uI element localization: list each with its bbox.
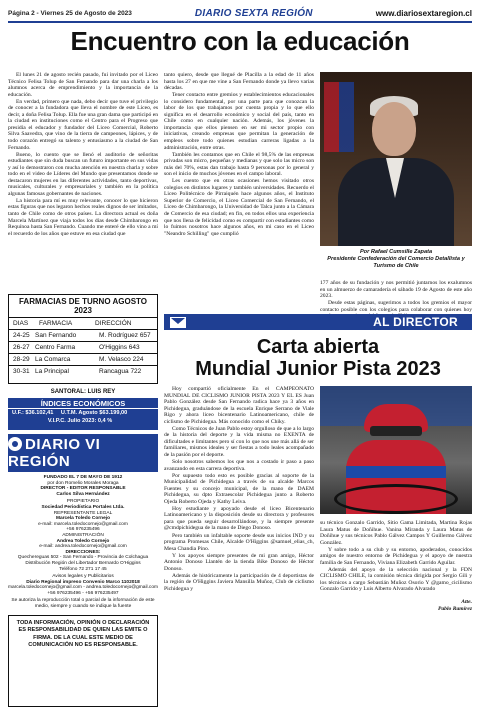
staff-line: +56 976235496 - +56 976235497 — [47, 590, 119, 596]
article1-col1 — [8, 72, 158, 238]
staff-line: PROPIETARIO — [66, 499, 100, 505]
paragraph: Solo nosotros sabemos los que nos a costado ir paso a paso avanzando en esta carrera deportiva. — [164, 459, 314, 472]
paragraph: Y sobre todo a su club y su entorno, apoderados, conocidos amigos de nuestro entorno de Pichidegua y el apoyo de nuestra familia de San Fernando, Viviana Elizabeth Garrido Aguilar. — [320, 546, 472, 566]
paragraph: Además del apoyo de la selección nacional y la FDN CICLISMO CHILE, la comisión técnica dirigida por Sergio Gili y los técnicos a cargo Sebastián Muñoz Osorio Y @gamo_cicilismo Gonzalo Garrido y Luis Alberto Alvarado Alvarado — [320, 566, 472, 593]
paragraph: El lunes 21 de agosto recién pasado, fui invitado por el Liceo Técnico Felisa Tolup de San Fernando para dar una charla a los alumnos acerca de emprendimiento y la importancia de la educación. — [8, 72, 158, 98]
indices-title: ÍNDICES ECONÓMICOS — [8, 398, 158, 409]
staff-line: Distribución Región del Libertador Bernardo O'Higgins — [25, 560, 141, 566]
paragraph: su técnico Gonzalo Garrido, Sitio Gama Limitada, Martina Rojas Laura Matus de Doñihue. Vanina Miranda y Laura Matus de Doñihue y sus técnicos Pablo Gálvez Campos Y Guillermo Gálvez González. — [320, 520, 472, 546]
paper-logo: DIARIO VI REGIÓN — [8, 434, 158, 472]
paragraph: La historia para mí es muy relevante, conocer lo que hicieron estas figuras que nos legaron hechos reales dignos de ser imitados, tanto de Chile como de otros países. La directora actual es doña Marcela Martínez que viaja todos los días desde Chimbarongo en Requínoa hasta San Fernando. Cuando me enteré de ello vino a mí el recuerdo de los años que estuve en esa ciudad que — [8, 197, 158, 237]
staff-line: Diario Regional impreso Convenio Marco 1102018 — [26, 579, 140, 585]
header-rule — [8, 21, 472, 23]
paper-name: DIARIO SEXTA REGIÓN — [194, 7, 313, 19]
staff-line: e-mail: andrea.toledocornejo@gmail.com — [39, 544, 127, 550]
ipc-value: V.I.P.C. Julio 2023: 0,4 % — [47, 418, 113, 424]
staff-line: REPRESENTANTE LEGAL — [53, 510, 113, 516]
paragraph: Como Técnicos de Juan Pablo estoy orgulloso de que a lo largo de la historia del deporte y la vida misma no EXENTA de dificultades e limitantes pero sí con lo que nos une más allá de ser familiares, mismos ideales y ser fiestas a todo leales acompañado de la pasión por el deporte. — [164, 425, 314, 458]
table-row: 24-25 San Fernando M. Rodríguez 657 — [9, 330, 157, 342]
paragraph: Y los apoyos siempre presentes de mi gran amigo, Héctor Antonio Donoso Llantén de la tienda Bike Donoso de Héctor Donoso. — [164, 552, 314, 572]
staff-line: por don Romelio Morales Moraga — [47, 480, 119, 486]
paragraph: También les contamos que en Chile el 98,5% de las empresas privadas son micro, pequeñas y medianas y que solo las micro son más del 70%, estas dan trabajo hasta 9 personas por lo general y son el inicio de muchos jóvenes en el campo laboral. — [164, 151, 314, 178]
paragraph: Les cuento que en otras ocasiones hemos visitado otros colegios en distintos lugares y también universidades. Recuerdo el Liceo Politécnico de Pirraiquén hace algunos años, el Instituto Superior de Comercio, el Liceo Comercial de San Fernando, el Liceo de Chimbarongo, la Universidad de Talca junto a la Cámara de Comercio de esa ciudad; en fin, en todos ellos una experiencia que nos llena de felicidad como es compartir con estudiantes como lo fuimos nosotros hace algunos años, en mi caso en el Liceo "Neandro Schilling" que cumplió — [164, 178, 314, 237]
santoral: SANTORAL: LUIS REY — [50, 389, 116, 395]
paragraph: 177 años de su fundación y nos permitió juntarnos los exalumnos en un almuerzo de camaradería el sábado 19 de Agosto de este año 2023. — [320, 280, 472, 300]
pharmacy-table-header: DIAS FARMACIA DIRECCIÓN — [9, 317, 157, 330]
staff-line: Carlos Silva Hernández — [56, 491, 110, 497]
staff-line: FUNDADO EL 7 DE MAYO DE 1912 — [43, 475, 123, 480]
flag-image — [324, 82, 354, 152]
utm-value: U.T.M. Agosto $63.199,00 — [60, 410, 128, 416]
article2-col1 — [164, 386, 314, 593]
article2-col2 — [320, 520, 472, 613]
section-title: AL DIRECTOR — [373, 315, 458, 329]
pharmacy-title: FARMACIAS DE TURNO AGOSTO 2023 — [18, 297, 147, 315]
staff-line: DIRECCIONES: — [65, 549, 101, 555]
logo-icon — [8, 437, 22, 451]
disclaimer-text: TODA INFORMACIÓN, OPINIÓN O DECLARACIÓN ES RESPONSABILIDAD DE QUIEN LAS EMITE O FIRMA. DE LA CUAL ESTE MEDIO DE COMUNICACIÓN NO ES RESPONSABLE. — [16, 620, 150, 648]
staff-line: marcela.toledocornejo@gmail.com - andrea.toledocornejo@gmail.com — [8, 585, 158, 591]
paragraph: Hoy estudiante y apoyado desde el liceo Bicentenario Latinoamericano y la disposición desde su directora y profesores para que pueda seguir desarrollándose, y la siempre presente @cmdpichidegua de la mano de Diego Donoso. — [164, 505, 314, 532]
paragraph: Además de históricamente la participación de 4 deportistas de la región de O'Higgins Javiera Mansilla Muñoz, Club de ciclismo Pichidegua y — [164, 572, 314, 592]
staff-line: e-mail: marcela.toledocornejo@gmail.com — [38, 521, 128, 527]
paragraph: Tener contacto entre gremios y establecimientos educacionales lo considero fundamental, por una parte para que conozcan la labor de los que trabajamos por cuenta propia y lo que ello significa en el desarrollo económico y social del país, tanto en Chile como en cualquier nación. Además, los jóvenes la importancia que ellos piensen en ser mi sector propio con iniciativas, creando empresas que permitan la generación de empleos sobre todo quienes estudian carreras ligadas a la administración, entre otras. — [164, 92, 314, 151]
staff-line: Avisos legales y Publicitarios — [52, 574, 114, 580]
table-row: 28-29 La Comarca M. Velasco 224 — [9, 354, 157, 366]
paragraph: tanto quiero, desde que llegué de Placilla a la edad de 11 años hasta los 27 en que me vine a San Fernando donde ya llevo varias décadas. — [164, 72, 314, 92]
paragraph: Por supuesto todo esto es posible gracias al soporte de la Municipalidad de Pichidegua a través de su alcalde Marcos Fuentes y su concejo municipal, de la mano de DAEM Pichidegua, su dpto Extraescolar Pichidegua junto a Roberto Ojeda Roberto Ojeda y Kathy Leiva. — [164, 472, 314, 505]
paragraph: Desde estas páginas, sugerimos a todos los gremios el mayor contacto posible con los colegios para colaborar con quienes hoy — [320, 300, 472, 313]
paragraph: Bueno, lo cuento que se llenó el auditorio de señoritas estudiantes que sin duda buscan un futuro importante en sus vidas y así lo demostraron con mucha atención en nuestra charla y sobre todo en el video de Líderes del Mundo que presentamos donde se destacaron mujeres en las diferentes actividades, tanto deportivas, musicales, culturales y empresariales y también en la política algunas famosas gobernantes de naciones. — [8, 151, 158, 197]
article1-headline: Encuentro con la educación — [70, 26, 410, 56]
staff-line: DIRECTOR - EDITOR RESPONSABLE — [40, 486, 126, 492]
staff-box — [8, 475, 158, 610]
table-row: 26-27 Centro Farma O'Higgins 643 — [9, 342, 157, 354]
article2-headline: Carta abierta Mundial Junior Pista 2023 — [195, 336, 441, 380]
staff-line: Sociedad Periodística Portales Ltda. — [41, 504, 125, 510]
staff-line: Teléfono 72 271 17 45 — [59, 566, 107, 572]
paragraph: En verdad, primero que nada, debo decir que tuve el privilegio de conocer a la fundadora que lleva el nombre de este Liceo, es decir, a doña Felisa Tolup. Ella fue una gran dama que participó en la ciudad en instituciones como el Centro para el Progreso que presidía el educador y fundador del Liceo Comercial, Roberto Silva Saavedra, que vino de la tierra de campeones, lápices, y de todo corazón entregó su talento y entusiasmo a la ciudad de San Fernando. — [8, 98, 158, 151]
disclaimer-box — [8, 615, 158, 707]
economic-indices — [8, 398, 158, 430]
author-caption — [320, 249, 472, 270]
page-date: Página 2 - Viernes 25 de Agosto de 2023 — [8, 9, 132, 17]
author-photo — [320, 72, 472, 246]
staff-line: Se autoriza la reproducción total o parcial de la información de este medio, siempre y cuando se indique la fuente — [11, 598, 155, 610]
pharmacy-table — [8, 294, 158, 384]
table-row: 30-31 La Principal Rancagua 722 — [13, 367, 142, 375]
uf-value: U.F.: $36.102,41 — [12, 410, 54, 416]
cyclist-photo — [320, 386, 472, 514]
envelope-icon — [170, 317, 186, 328]
paragraph: Hoy compartió oficialmente En el CAMPEONATO MUNDIAL DE CICLISMO JUNIOR PISTA 2023 Y EL ES Juan Pablo González desde San Fernando radica hace ya 3 años en Pichidegua, graduándose de la escuela Enrique Serrano de Viale Rigo y ahora liceo bicentenario Latinoamericano, chile de ciclismo de Pichidegua. Más conocido como el Chiky. — [164, 386, 314, 425]
website-link[interactable]: www.diariosextaregion.cl — [375, 8, 472, 18]
signature: Atte. Pablo Ramírez — [437, 599, 472, 613]
staff-line: Andrea Toledo Cornejo — [56, 538, 110, 544]
caption-text: Por Rafael Cumsille Zapata Presidente Confederación del Comercio Detallista y Turismo de Chile — [327, 249, 465, 269]
section-banner — [164, 314, 472, 330]
staff-line: ADMINISTRACIÓN — [62, 532, 104, 538]
article1-col2 — [164, 72, 314, 238]
staff-line: Quechereguas 502 - San Fernando - Provincia de Colchagua — [17, 555, 149, 561]
page-header — [8, 6, 472, 20]
staff-line: +56 976235496 — [66, 527, 100, 533]
paragraph: Pero también un infaltable soporte desde sus inicios IND y su programa Promesas Chile, Alcalde O'Higgins @samuel_elias_ch, Mesa Chandia Pino. — [164, 532, 314, 552]
staff-line: Marcela Toledo Cornejo — [55, 516, 111, 522]
